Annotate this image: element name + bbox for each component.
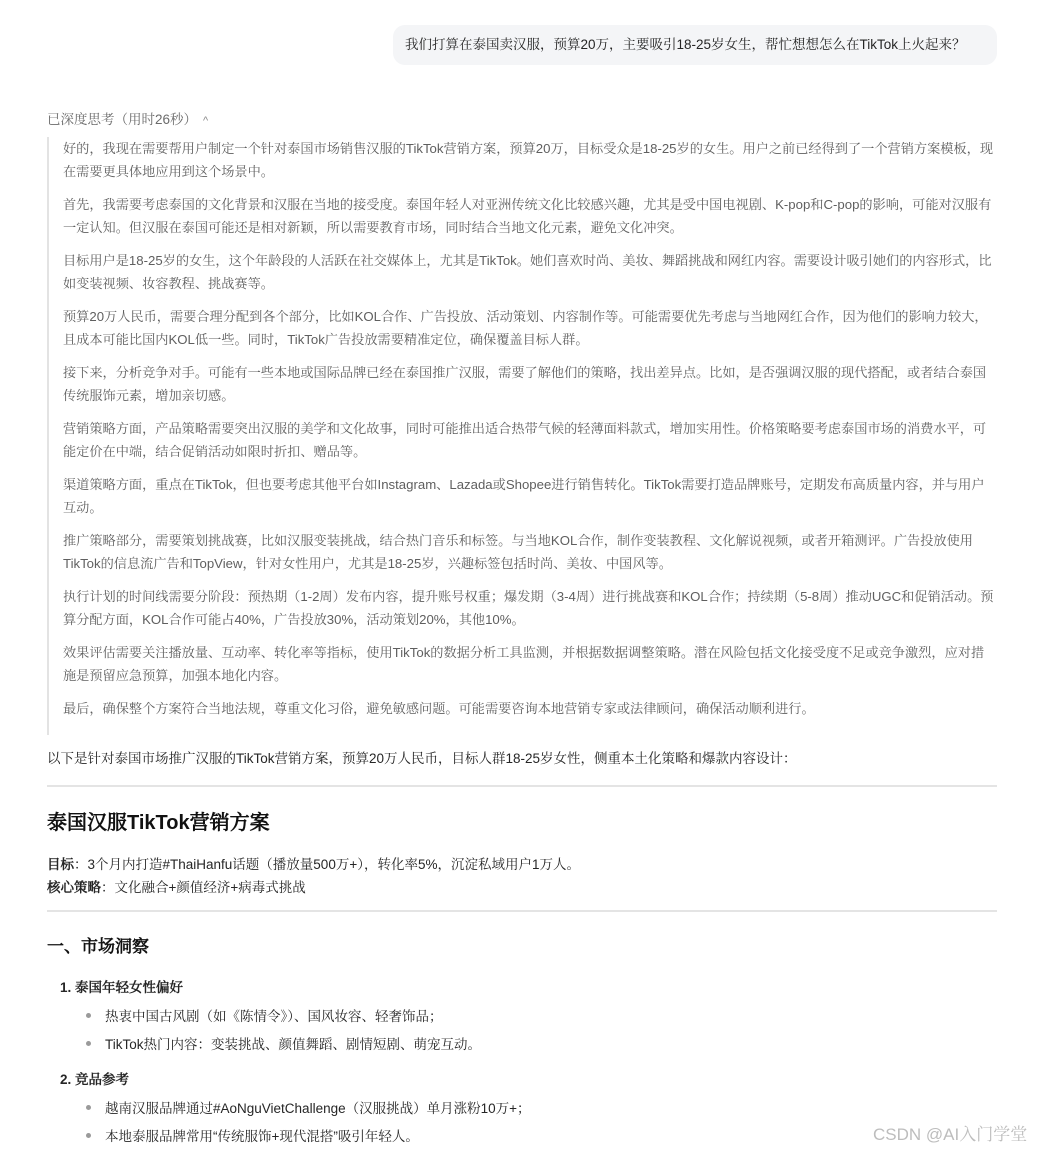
bullet-icon bbox=[86, 1133, 91, 1138]
list-item-text: 热衷中国古风剧（如《陈情令》）、国风妆容、轻奢饰品； bbox=[105, 1009, 443, 1024]
thinking-content bbox=[47, 137, 997, 735]
watermark: CSDN @AI入门学堂 bbox=[873, 1125, 1028, 1144]
user-message-bubble: 我们打算在泰国卖汉服，预算20万，主要吸引18-25岁女生，帮忙想想怎么在TikTok上火起来？ bbox=[393, 25, 997, 65]
list-item-text: 越南汉服品牌通过#AoNguVietChallenge（汉服挑战）单月涨粉10万+； bbox=[105, 1101, 531, 1116]
thinking-paragraph: 营销策略方面，产品策略需要突出汉服的美学和文化故事，同时可能推出适合热带气候的轻薄面料款式，增加实用性。价格策略要考虑泰国市场的消费水平，可能定价在中端，结合促销活动如限时折扣、赠品等。 bbox=[63, 421, 987, 459]
divider bbox=[47, 910, 997, 912]
list-item bbox=[86, 1005, 443, 1025]
list-item-heading: 2. 竞品参考 bbox=[60, 1072, 130, 1087]
thinking-paragraph: 最后，确保整个方案符合当地法规，尊重文化习俗，避免敏感问题。可能需要咨询本地营销专家或法律顾问，确保活动顺利进行。 bbox=[63, 701, 815, 716]
goal-label: 目标 bbox=[47, 857, 74, 872]
goal-text: ：3个月内打造#ThaiHanfu话题（播放量500万+），转化率5%，沉淀私域用户1万人。 bbox=[74, 857, 580, 872]
thinking-paragraph: 预算20万人民币，需要合理分配到各个部分，比如KOL合作、广告投放、活动策划、内容制作等。可能需要优先考虑与当地网红合作，因为他们的影响力较大，且成本可能比国内KOL低一些。同时，TikTok广告投放需要精准定位，确保覆盖目标人群。 bbox=[63, 309, 988, 347]
plan-title: 泰国汉服TikTok营销方案 bbox=[47, 812, 270, 834]
bullet-icon bbox=[86, 1041, 91, 1046]
strategy-line bbox=[47, 876, 306, 896]
thinking-paragraph: 执行计划的时间线需要分阶段：预热期（1-2周）发布内容，提升账号权重；爆发期（3-4周）进行挑战赛和KOL合作；持续期（5-8周）推动UGC和促销活动。预算分配方面，KOL合作可能占40%，广告投放30%，活动策划20%，其他10%。 bbox=[63, 589, 994, 627]
list-item-text: 本地泰服品牌常用“传统服饰+现代混搭”吸引年轻人。 bbox=[105, 1129, 419, 1144]
thinking-paragraph: 首先，我需要考虑泰国的文化背景和汉服在当地的接受度。泰国年轻人对亚洲传统文化比较感兴趣，尤其是受中国电视剧、K-pop和C-pop的影响，可能对汉服有一定认知。但汉服在泰国可能还是相对新颖，所以需要教育市场，同时结合当地文化元素，避免文化冲突。 bbox=[63, 197, 992, 235]
bullet-icon bbox=[86, 1013, 91, 1018]
section-title: 一、市场洞察 bbox=[47, 937, 149, 956]
thinking-paragraph: 效果评估需要关注播放量、互动率、转化率等指标，使用TikTok的数据分析工具监测，并根据数据调整策略。潜在风险包括文化接受度不足或竞争激烈，应对措施是预留应急预算，加强本地化内容。 bbox=[63, 645, 985, 683]
thinking-paragraph: 接下来，分析竞争对手。可能有一些本地或国际品牌已经在泰国推广汉服，需要了解他们的策略，找出差异点。比如，是否强调汉服的现代搭配，或者结合泰国传统服饰元素，增加亲切感。 bbox=[63, 365, 987, 403]
list-item-text: TikTok热门内容：变装挑战、颜值舞蹈、剧情短剧、萌宠互动。 bbox=[105, 1037, 482, 1052]
thinking-header-label: 已深度思考（用时26秒） bbox=[47, 112, 198, 127]
list-item-heading: 1. 泰国年轻女性偏好 bbox=[60, 980, 184, 995]
thinking-toggle[interactable] bbox=[47, 108, 208, 128]
goal-line bbox=[47, 853, 580, 873]
divider bbox=[47, 785, 997, 787]
answer-intro: 以下是针对泰国市场推广汉服的TikTok营销方案，预算20万人民币，目标人群18-25岁女性，侧重本土化策略和爆款内容设计： bbox=[47, 751, 797, 766]
thinking-paragraph: 渠道策略方面，重点在TikTok，但也要考虑其他平台如Instagram、Lazada或Shopee进行销售转化。TikTok需要打造品牌账号，定期发布高质量内容，并与用户互动。 bbox=[63, 477, 985, 515]
thinking-paragraph: 目标用户是18-25岁的女生，这个年龄段的人活跃在社交媒体上，尤其是TikTok。她们喜欢时尚、美妆、舞蹈挑战和网红内容。需要设计吸引她们的内容形式，比如变装视频、妆容教程、挑战赛等。 bbox=[63, 253, 992, 291]
list-item bbox=[86, 1097, 531, 1117]
strategy-text: ：文化融合+颜值经济+病毒式挑战 bbox=[101, 880, 306, 895]
bullet-icon bbox=[86, 1105, 91, 1110]
thinking-paragraph: 好的，我现在需要帮用户制定一个针对泰国市场销售汉服的TikTok营销方案，预算20万，目标受众是18-25岁的女生。用户之前已经得到了一个营销方案模板，现在需要更具体地应用到这个场景中。 bbox=[63, 141, 994, 179]
chevron-up-icon: ^ bbox=[203, 115, 209, 127]
list-item bbox=[86, 1125, 419, 1145]
list-item bbox=[86, 1033, 481, 1053]
strategy-label: 核心策略 bbox=[47, 880, 101, 895]
thinking-paragraph: 推广策略部分，需要策划挑战赛，比如汉服变装挑战，结合热门音乐和标签。与当地KOL合作，制作变装教程、文化解说视频，或者开箱测评。广告投放使用TikTok的信息流广告和TopView，针对女性用户，尤其是18-25岁，兴趣标签包括时尚、美妆、中国风等。 bbox=[63, 533, 973, 571]
